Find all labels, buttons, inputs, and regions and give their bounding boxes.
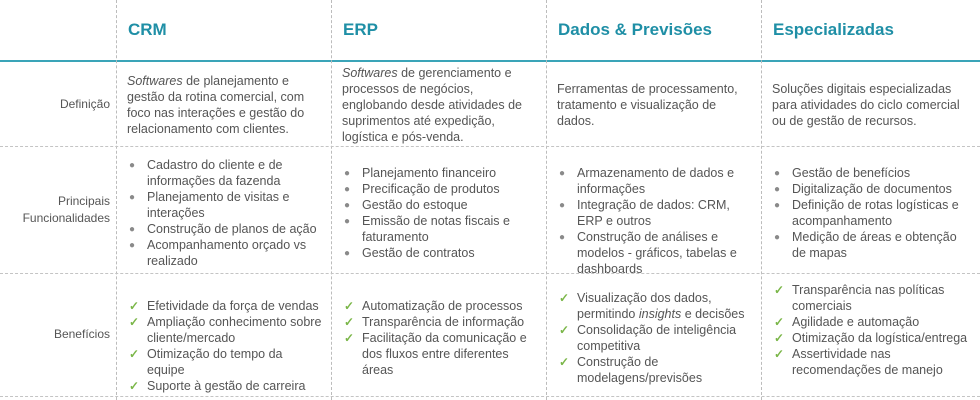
- check-icon: ✓: [344, 299, 355, 313]
- row-label-text: Funcionalidades: [22, 210, 110, 225]
- features-crm: [116, 157, 331, 269]
- check-icon: ✓: [774, 283, 785, 297]
- header-divider: [0, 60, 980, 62]
- benefits-dados: [546, 290, 761, 386]
- row-label-definicao: [0, 62, 116, 146]
- check-icon: ✓: [129, 299, 140, 313]
- definition-emphasis: Softwares: [127, 74, 183, 88]
- bullet-dot-icon: ●: [344, 168, 351, 179]
- definition-text: de gerenciamento e processos de negócios, englobando desde atividades de suprimentos até expedição, logística e pós-venda.: [342, 66, 523, 144]
- list-item-text: Medição de áreas e obtenção de mapas: [792, 230, 957, 260]
- column-header-dados: Dados & Previsões: [558, 20, 713, 39]
- list-item: [127, 157, 323, 189]
- list-item-text: Efetividade da força de vendas: [147, 299, 319, 313]
- check-icon: ✓: [344, 315, 355, 329]
- definition-emphasis: Softwares: [342, 66, 398, 80]
- list-item-text: Cadastro do cliente e de informações da fazenda: [147, 158, 283, 188]
- list-item: [557, 197, 753, 229]
- list-item: [557, 229, 753, 277]
- list-item: [127, 189, 323, 221]
- list-item: [557, 322, 753, 354]
- features-especializadas: [761, 165, 980, 261]
- check-icon: ✓: [129, 347, 140, 361]
- list-item: [772, 197, 972, 229]
- list-item: [557, 354, 753, 386]
- list-item-text: Acompanhamento orçado vs realizado: [147, 238, 307, 268]
- list-item-text: Otimização do tempo da equipe: [147, 347, 283, 377]
- list-item-text: Precificação de produtos: [362, 182, 500, 196]
- check-icon: ✓: [559, 323, 570, 337]
- bullet-dot-icon: ●: [344, 200, 351, 211]
- list-item-text: Facilitação da comunicação e dos fluxos entre diferentes áreas: [362, 331, 527, 377]
- list-item: [772, 346, 972, 378]
- list-item-text: Planejamento financeiro: [362, 166, 497, 180]
- definition-text: Ferramentas de processamento, tratamento e visualização de dados.: [557, 82, 738, 128]
- row-label-beneficios: [0, 273, 116, 396]
- list-item: [557, 290, 753, 322]
- list-item-text: Visualização dos dados, permitindo: [577, 291, 712, 321]
- list-item-text: Planejamento de visitas e interações: [147, 190, 290, 220]
- list-item-text: Gestão do estoque: [362, 198, 468, 212]
- bullet-dot-icon: ●: [559, 168, 566, 179]
- list-item-text: Construção de análises e modelos - gráficos, tabelas e dashboards: [577, 230, 737, 276]
- list-item-text: Transparência de informação: [362, 315, 525, 329]
- bullet-dot-icon: ●: [774, 200, 781, 211]
- list-item: [127, 298, 323, 314]
- benefits-erp: [331, 298, 546, 378]
- list-item-text: Integração de dados: CRM, ERP e outros: [577, 198, 730, 228]
- row-label-funcionalidades: [0, 146, 116, 273]
- list-item-text: Consolidação de inteligência competitiva: [577, 323, 737, 353]
- list-item-text: Transparência nas políticas comerciais: [792, 283, 945, 313]
- bullet-dot-icon: ●: [774, 184, 781, 195]
- list-item-text: Construção de planos de ação: [147, 222, 317, 236]
- list-item: [127, 346, 323, 378]
- list-item-text: Gestão de benefícios: [792, 166, 911, 180]
- list-item-text: Armazenamento de dados e informações: [577, 166, 735, 196]
- list-item: [772, 229, 972, 261]
- list-item-text: Automatização de processos: [362, 299, 523, 313]
- list-item: [342, 330, 538, 378]
- bullet-dot-icon: ●: [559, 200, 566, 211]
- column-header-especializadas: Especializadas: [773, 20, 894, 39]
- list-item-text: Emissão de notas fiscais e faturamento: [362, 214, 510, 244]
- list-item: [127, 221, 323, 237]
- list-item-text: Suporte à gestão de carreira: [147, 379, 306, 393]
- check-icon: ✓: [774, 347, 785, 361]
- list-item: [342, 197, 538, 213]
- definition-crm: [116, 70, 331, 140]
- bullet-dot-icon: ●: [129, 224, 136, 235]
- row-label-text: Benefícios: [53, 327, 110, 341]
- list-item: [772, 181, 972, 197]
- features-erp: [331, 165, 546, 261]
- list-item-text: Assertividade nas recomendações de manejo: [792, 347, 943, 377]
- column-header-erp: ERP: [343, 20, 378, 39]
- definition-text: Soluções digitais especializadas para atividades do ciclo comercial ou de gestão de recursos.: [772, 82, 960, 128]
- list-item: [127, 378, 323, 394]
- list-item: [772, 330, 972, 346]
- list-item-text: Agilidade e automação: [792, 315, 920, 329]
- definition-especializadas: [761, 70, 980, 140]
- list-item-text: Definição de rotas logísticas e acompanhamento: [792, 198, 959, 228]
- list-item-text: Construção de modelagens/previsões: [577, 355, 703, 385]
- list-item: [127, 314, 323, 346]
- list-item: [342, 298, 538, 314]
- bullet-dot-icon: ●: [344, 216, 351, 227]
- definition-erp: [331, 66, 546, 144]
- row-label-text: Principais: [57, 193, 110, 208]
- definition-text: de planejamento e gestão da rotina comercial, com foco nas interações e gestão do relacionamento com clientes.: [127, 74, 305, 136]
- list-item: [342, 314, 538, 330]
- list-item: [342, 245, 538, 261]
- check-icon: ✓: [559, 355, 570, 369]
- list-item-text: Digitalização de documentos: [792, 182, 952, 196]
- row-divider: [0, 396, 980, 397]
- list-item-emphasis: insights: [638, 307, 682, 321]
- benefits-especializadas: [761, 282, 980, 378]
- list-item: [772, 314, 972, 330]
- list-item-text: Ampliação conhecimento sobre cliente/mercado: [147, 315, 322, 345]
- list-item: [772, 165, 972, 181]
- benefits-crm: [116, 298, 331, 394]
- bullet-dot-icon: ●: [129, 160, 136, 171]
- bullet-dot-icon: ●: [129, 192, 136, 203]
- column-header-crm: CRM: [128, 20, 167, 39]
- check-icon: ✓: [774, 315, 785, 329]
- list-item: [342, 165, 538, 181]
- check-icon: ✓: [774, 331, 785, 345]
- bullet-dot-icon: ●: [559, 232, 566, 243]
- features-dados: [546, 165, 761, 277]
- list-item-text: e decisões: [681, 307, 745, 321]
- check-icon: ✓: [344, 331, 355, 345]
- check-icon: ✓: [559, 291, 570, 305]
- list-item: [557, 165, 753, 197]
- bullet-dot-icon: ●: [129, 240, 136, 251]
- bullet-dot-icon: ●: [774, 232, 781, 243]
- definition-dados: [546, 70, 761, 140]
- bullet-dot-icon: ●: [344, 184, 351, 195]
- check-icon: ✓: [129, 315, 140, 329]
- bullet-dot-icon: ●: [774, 168, 781, 179]
- row-divider: [0, 273, 980, 274]
- list-item-text: Gestão de contratos: [362, 246, 475, 260]
- row-label-text: Definição: [59, 96, 110, 111]
- check-icon: ✓: [129, 379, 140, 393]
- bullet-dot-icon: ●: [344, 248, 351, 259]
- list-item-text: Otimização da logística/entrega: [792, 331, 968, 345]
- list-item: [342, 213, 538, 245]
- row-divider: [0, 146, 980, 147]
- list-item: [342, 181, 538, 197]
- list-item: [772, 282, 972, 314]
- list-item: [127, 237, 323, 269]
